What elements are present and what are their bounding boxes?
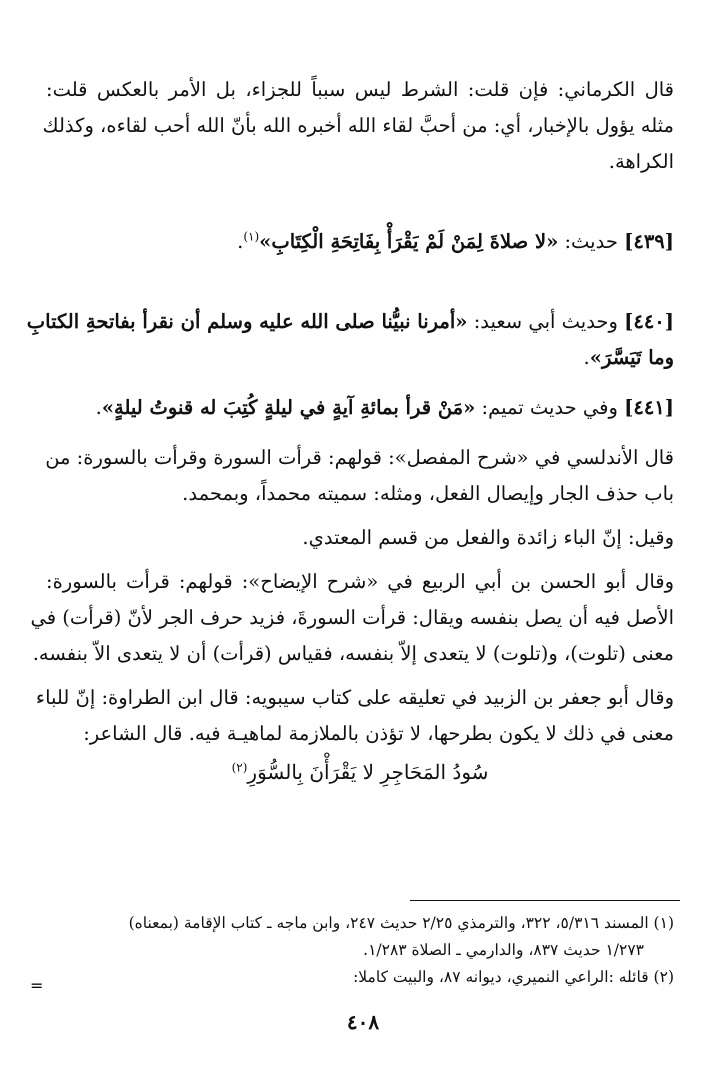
text-line: الكراهة. <box>608 150 674 173</box>
hadith-439 <box>46 224 674 260</box>
footnote-line: (٢) قائله :الراعي النميري، ديوانه ٨٧، والبيت كاملا: <box>353 968 674 986</box>
hadith-intro: وفي حديث تميم: <box>481 396 618 419</box>
hadith-quote-continued: وما تَيَسَّرَ» <box>589 346 674 369</box>
hadith-quote: «مَنْ قرأ بمائةِ آيةٍ في ليلةٍ كُتِبَ له قنوتُ ليلةٍ» <box>101 396 476 419</box>
hadith-number: [٤٣٩] <box>624 230 674 253</box>
text-line: قال الأندلسي في «شرح المفصل»: قولهم: قرأت السورة وقرأت بالسورة: من <box>45 446 674 469</box>
text-line: معنى (تلوت)، و(تلوت) لا يتعدى إلاّ بنفسه، فقياس (قرأت) أن لا يتعدى الاّ بنفسه. <box>32 642 674 665</box>
text-line: وقال أبو جعفر بن الزبيد في تعليقه على كتاب سيبويه: قال ابن الطراوة: إنّ للباء <box>35 686 674 709</box>
hadith-number: [٤٤٠] <box>624 310 674 333</box>
hadith-441 <box>46 390 674 426</box>
hadith-quote: «لا صلاةَ لِمَنْ لَمْ يَقْرَأْ بِفَاتِحَةِ الْكِتَابِ» <box>259 230 559 253</box>
hadith-intro: حديث: <box>564 230 618 253</box>
paragraph-qila <box>46 520 674 556</box>
footnotes <box>40 910 674 991</box>
footnote-1 <box>40 910 674 964</box>
paragraph-abu-jafar <box>35 680 674 752</box>
text-line: باب حذف الجار وإيصال الفعل، ومثله: سميته محمداً، وبمحمد. <box>182 482 674 505</box>
paragraph-andalusi <box>46 440 674 512</box>
text-line: الأصل فيه أن يصل بنفسه ويقال: قرأت السورةَ، فزيد حرف الجر لأنّ (قرأت) في <box>30 606 674 629</box>
footnote-2 <box>40 964 674 991</box>
text-line: وقال أبو الحسن بن أبي الربيع في «شرح الإيضاح»: قولهم: قرأت بالسورة: <box>46 570 674 593</box>
hadith-intro: وحديث أبي سعيد: <box>473 310 618 333</box>
punctuation: . <box>583 346 590 369</box>
paragraph-kirmani <box>42 72 674 180</box>
text-line: قال الكرماني: فإن قلت: الشرط ليس سبباً للجزاء، بل الأمر بالعكس قلت: <box>46 78 674 101</box>
footnote-divider <box>410 900 680 901</box>
footnote-ref[interactable]: (١) <box>243 229 260 244</box>
paragraph-ibn-abi-rabi <box>30 564 674 672</box>
footnote-line: ١/٢٧٣ حديث ٨٣٧، والدارمي ـ الصلاة ١/٢٨٣. <box>363 941 644 959</box>
punctuation: . <box>237 230 244 253</box>
verse-text: سُودُ المَحَاجِرِ لا يَقْرَأْنَ بِالسُّوَرِ <box>247 760 489 784</box>
footnote-line: (١) المسند ٥/٣١٦، ٣٢٢، والترمذي ٢/٢٥ حديث ٢٤٧، وابن ماجه ـ كتاب الإقامة (بمعناه) <box>128 914 674 932</box>
footnote-ref[interactable]: (٢) <box>231 760 248 775</box>
text-line: وقيل: إنّ الباء زائدة والفعل من قسم المعتدي. <box>302 526 674 549</box>
page-body <box>26 72 674 792</box>
hadith-440 <box>26 304 674 376</box>
hadith-number: [٤٤١] <box>624 396 674 419</box>
text-line: معنى في ذلك لا يكون بطرحها، لا تؤذن بالملازمة لماهيـة فيه. قال الشاعر: <box>83 722 674 745</box>
page-number: ٤٠٨ <box>346 1010 380 1034</box>
margin-mark: = <box>30 976 44 995</box>
hadith-quote: «أمرنا نبيُّنا صلى الله عليه وسلم أن نقرأ بفاتحةِ الكتابِ <box>26 310 468 333</box>
punctuation: . <box>95 396 102 419</box>
poetry-verse <box>46 752 674 792</box>
text-line: مثله يؤول بالإخبار، أي: من أحبَّ لقاء الله أخبره الله بأنّ الله أحب لقاءه، وكذلك <box>42 114 674 137</box>
